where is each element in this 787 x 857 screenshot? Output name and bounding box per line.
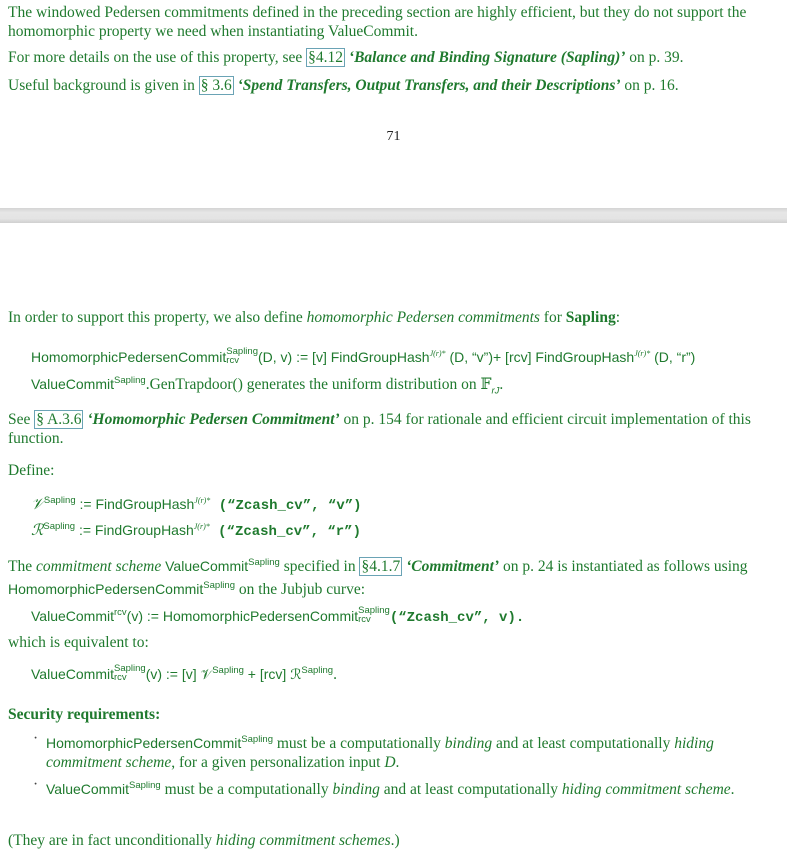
equation-valuecommit-rcv: ValueCommit$^{rcv}$(v) := HomomorphicPedersenCommit Sapling rcv (“Zcash_cv”, v). [31,604,525,627]
bullet-icon: · [33,776,39,793]
define-label: Define: [8,462,55,479]
definition-v-sapling: 𝒱$^{Sapling}$ := FindGroupHash$^{J(r)*}$ (“Zcash_cv”, “v”) [31,495,362,515]
paragraph-equivalent: which is equivalent to: [8,634,149,651]
paragraph-closing: (They are in fact unconditionally hiding commitment schemes.) [8,832,400,849]
paragraph-more-details: For more details on the use of this property, see §4.12 ‘Balance and Binding Signature (Sapling)’ on p. 39. [8,49,684,66]
definition-r-sapling: ℛ$^{Sapling}$ := FindGroupHash$^{J(r)*}$ (“Zcash_cv”, “r”) [31,521,361,541]
ref-title-homomorphic: ‘Homomorphic Pedersen Commitment’ [87,411,340,428]
security-requirements-heading: Security requirements: [8,706,161,723]
link-section-4-1-7[interactable]: §4.1.7 [361,558,401,576]
paragraph-background: Useful background is given in § 3.6 ‘Spend Transfers, Output Transfers, and their Descriptions’ on p. 16. [8,77,679,94]
paragraph-commitment-scheme: The commitment scheme ValueCommit$^{Sapling}$ specified in §4.1.7 ‘Commitment’ on p. 24 is instantiated as follows using HomomorphicPedersenCommit$^{Sapling}$ on the Jubjub curve: [8,557,748,599]
equation-gentrapdoor: ValueCommit$^{Sapling}$.GenTrapdoor() generates the uniform distribution on 𝔽$_{rJ}$. [31,375,504,397]
equation-valuecommit-equivalent: ValueCommit Sapling rcv (v) := [v] 𝒱$^{Sapling}$ + [rcv] ℛ$^{Sapling}$. [31,662,337,684]
page-separator [0,208,787,223]
pdf-page-72 [0,223,787,857]
requirement-item: ValueCommit$^{Sapling}$ must be a computationally binding and at least computationally hiding commitment scheme. [46,780,735,799]
paragraph-see-a36: See § A.3.6 ‘Homomorphic Pedersen Commitment’ on p. 154 for rationale and efficient circuit implementation of this function. [8,411,751,447]
equation-homomorphic-commit: HomomorphicPedersenCommit Sapling rcv (D, v) := [v] FindGroupHash$^{J(r)*}$ (D, “v”)+ [rcv] FindGroupHash$^{J(r)*}$ (D, “r”) [31,345,696,366]
requirement-item: HomomorphicPedersenCommit$^{Sapling}$ must be a computationally binding and at least computationally hiding commitment scheme, for a given personalization input D. [46,734,714,772]
paragraph-intro: In order to support this property, we also define homomorphic Pedersen commitments for Sapling: [8,309,621,326]
ref-title-commitment: ‘Commitment’ [406,558,500,576]
link-section-a-3-6[interactable]: § A.3.6 [36,411,82,428]
ref-title-spend-transfers: ‘Spend Transfers, Output Transfers, and their Descriptions’ [237,77,621,94]
pdf-page-71 [0,0,787,208]
page-number: 71 [386,129,401,144]
link-section-4-12[interactable]: §4.12 [308,49,344,66]
link-section-3-6[interactable]: § 3.6 [200,77,232,94]
paragraph-windowed-pedersen: The windowed Pedersen commitments defined in the preceding section are highly efficient, but they do not support the homomorphic property we need when instantiating ValueCommit. [8,4,747,40]
ref-title-balance-binding: ‘Balance and Binding Signature (Sapling)’ [348,49,626,66]
bullet-icon: · [33,730,39,747]
